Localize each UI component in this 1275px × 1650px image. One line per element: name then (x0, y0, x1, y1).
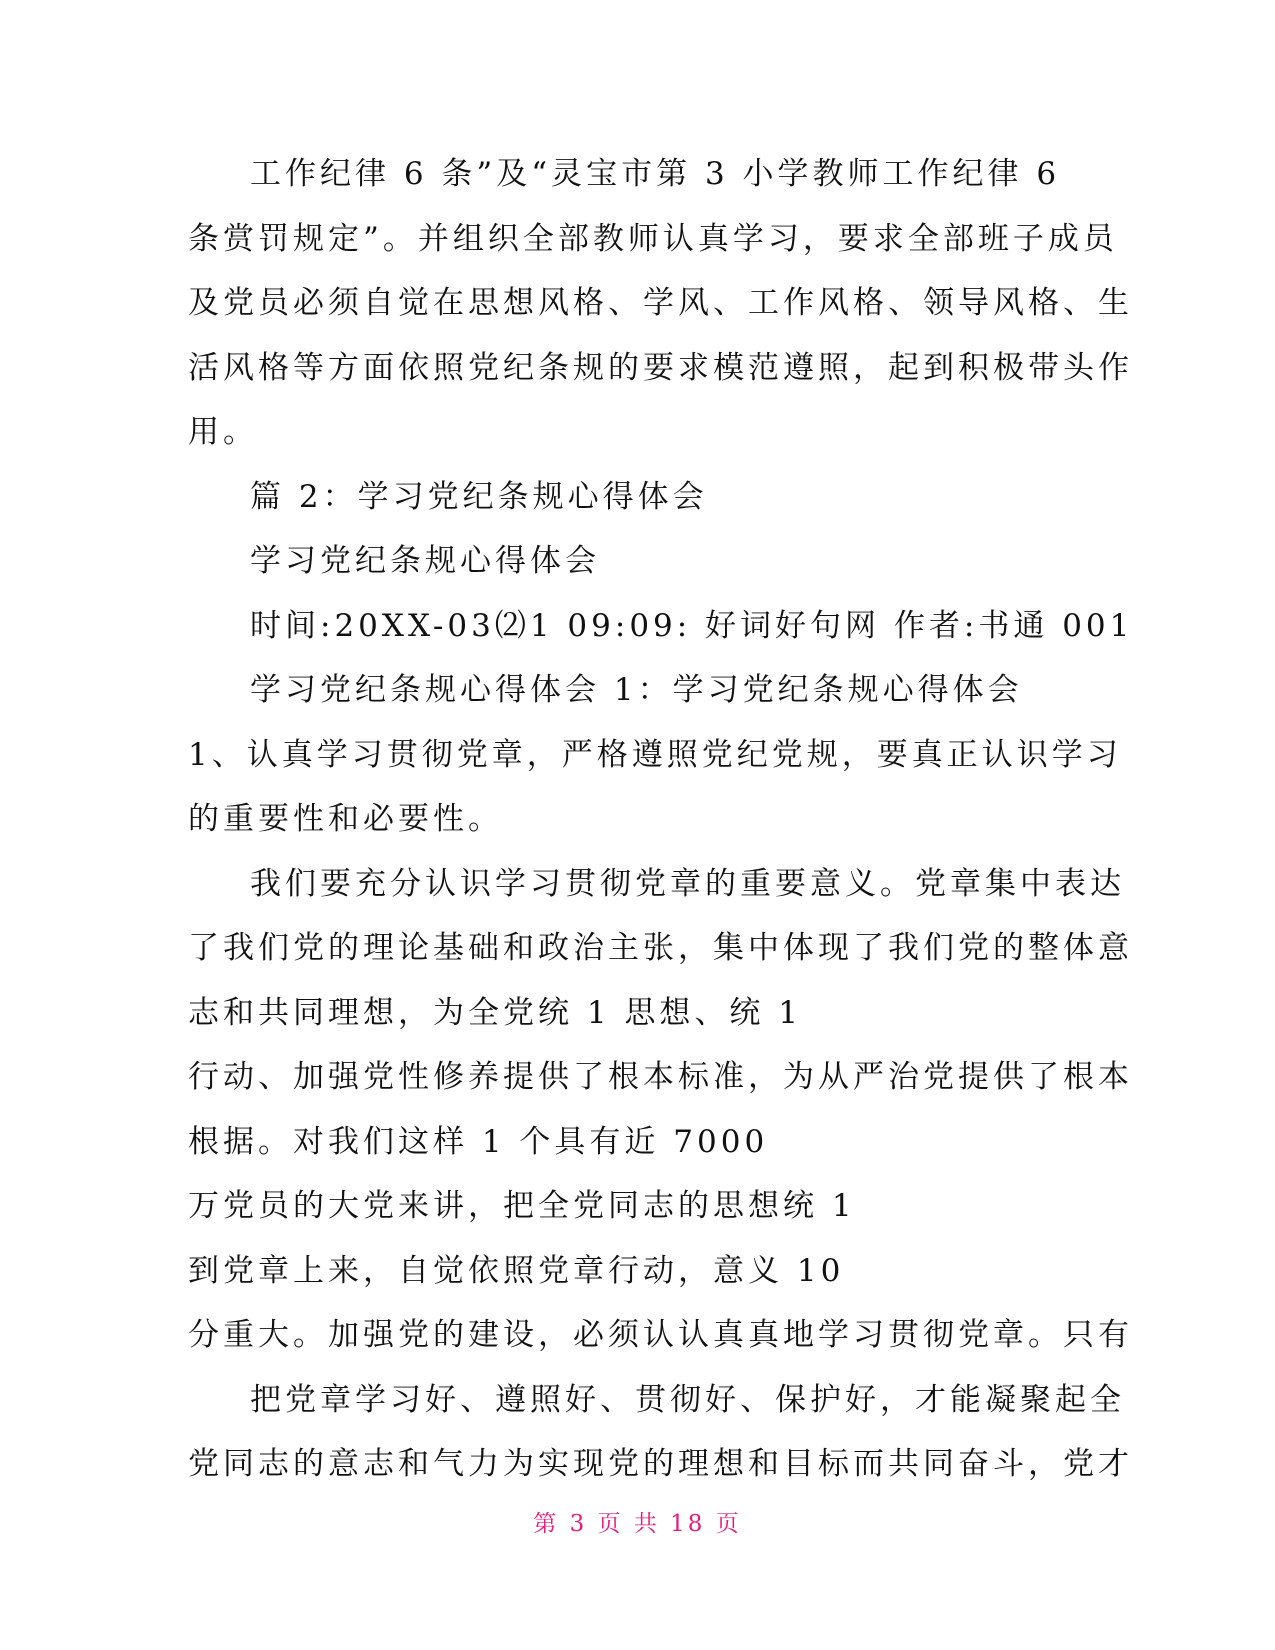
page-number-footer: 第 3 页 共 18 页 (533, 1511, 742, 1537)
text-line: 根据。对我们这样 1 个具有近 7000 (188, 1123, 769, 1160)
text-line: 到党章上来，自觉依照党章行动，意义 10 (188, 1252, 845, 1289)
text-line: 了我们党的理论基础和政治主张，集中体现了我们党的整体意 (188, 930, 1133, 966)
text-line: 条赏罚规定”。并组织全部教师认真学习，要求全部班子成员 (188, 220, 1118, 257)
text-line: 的重要性和必要性。 (188, 801, 503, 837)
text-line: 及党员必须自觉在思想风格、学风、工作风格、领导风格、生 (188, 285, 1133, 321)
subsection-heading: 学习党纪条规心得体会 1：学习党纪条规心得体会 (250, 672, 1023, 708)
text-line: 活风格等方面依照党纪条规的要求模范遵照，起到积极带头作 (188, 349, 1133, 386)
article-meta: 时间:20XX-03⑵1 09:09: 好词好句网 作者:书通 001 (250, 607, 1134, 644)
text-line: 行动、加强党性修养提供了根本标准，为从严治党提供了根本 (188, 1059, 1133, 1095)
article-title: 学习党纪条规心得体会 (250, 543, 600, 579)
section-heading: 篇 2：学习党纪条规心得体会 (250, 478, 708, 515)
text-line: 把党章学习好、遵照好、贯彻好、保护好，才能凝聚起全 (250, 1381, 1125, 1418)
text-line: 党同志的意志和气力为实现党的理想和目标而共同奋斗，党才 (188, 1446, 1133, 1482)
text-line: 工作纪律 6 条”及“灵宝市第 3 小学教师工作纪律 6 (250, 156, 1061, 192)
text-line: 用。 (188, 414, 258, 450)
body-text (188, 142, 1134, 1497)
text-line: 我们要充分认识学习贯彻党章的重要意义。党章集中表达 (250, 865, 1125, 902)
text-line: 分重大。加强党的建设，必须认认真真地学习贯彻党章。只有 (188, 1317, 1133, 1353)
text-line: 志和共同理想，为全党统 1 思想、统 1 (188, 994, 803, 1031)
text-line: 万党员的大党来讲，把全党同志的思想统 1 (188, 1188, 856, 1224)
text-line: 1、认真学习贯彻党章，严格遵照党纪党规，要真正认识学习 (188, 736, 1122, 773)
